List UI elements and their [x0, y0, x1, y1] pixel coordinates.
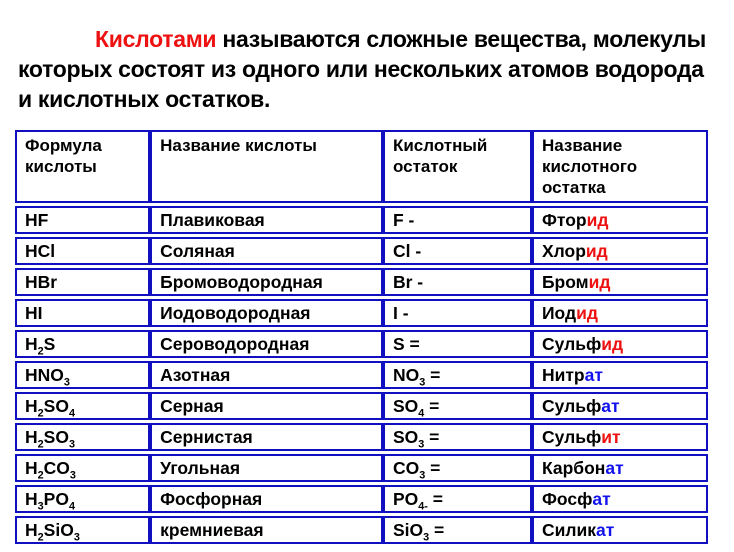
header-acid-name: Название кислоты	[150, 130, 383, 203]
cell-formula	[15, 516, 150, 544]
text-segment: Плавиковая	[160, 210, 265, 230]
cell-formula	[15, 485, 150, 513]
header-formula: Формула кислоты	[15, 130, 150, 203]
text-segment: Хлор	[541, 241, 586, 261]
header-residue: Кислотный остаток	[383, 130, 532, 203]
text-segment: Фосфорная	[160, 489, 263, 509]
cell-residue-name	[532, 330, 708, 358]
text-segment: SiO	[43, 520, 74, 540]
text-segment: называются сложные вещества, молекулы которых состоят из одного или нескольких атомов водорода и кислотных остатков.	[18, 26, 706, 112]
text-segment: Угольная	[160, 458, 241, 478]
text-segment: PO	[392, 489, 419, 509]
subscript-segment: 2	[37, 407, 44, 420]
text-segment: Br -	[392, 272, 424, 292]
text-segment: =	[429, 520, 445, 540]
text-segment: H	[25, 520, 38, 540]
text-segment: =	[427, 489, 444, 509]
text-segment: Бром	[541, 272, 589, 292]
cell-residue	[383, 237, 532, 265]
cell-acid-name	[150, 299, 383, 327]
cell-residue-name	[532, 237, 708, 265]
cell-residue	[383, 299, 532, 327]
text-segment: H	[25, 489, 38, 509]
subscript-segment: 3	[69, 469, 76, 482]
table-row	[15, 392, 708, 420]
cell-residue	[383, 361, 532, 389]
table-row	[15, 206, 708, 234]
subscript-segment: 3	[419, 376, 426, 389]
text-segment: =	[425, 458, 441, 478]
cell-residue-name	[532, 299, 708, 327]
subscript-segment: 2	[37, 438, 44, 451]
text-segment: Cl -	[392, 241, 422, 261]
cell-residue	[383, 268, 532, 296]
colored-text-segment: ид	[585, 241, 608, 261]
text-segment: SO	[392, 396, 419, 416]
subscript-segment: 2	[37, 469, 44, 482]
text-segment: SO	[43, 396, 69, 416]
text-segment: Сероводородная	[160, 334, 310, 354]
text-segment: HBr	[25, 272, 58, 292]
text-segment: Азотная	[160, 365, 231, 385]
colored-text-segment: ид	[586, 210, 609, 230]
cell-residue-name	[532, 206, 708, 234]
text-segment: Сульф	[541, 396, 602, 416]
cell-residue	[383, 454, 532, 482]
table-body	[15, 206, 708, 544]
subscript-segment: 3	[37, 500, 44, 513]
text-segment: HI	[25, 303, 43, 323]
cell-residue-name	[532, 454, 708, 482]
colored-text-segment: ид	[588, 272, 611, 292]
text-segment: H	[25, 396, 38, 416]
text-segment: CO	[43, 458, 70, 478]
table-row	[15, 268, 708, 296]
colored-text-segment: ат	[605, 458, 624, 478]
text-segment: Сульф	[541, 334, 602, 354]
cell-residue	[383, 423, 532, 451]
subscript-segment: 3	[423, 531, 430, 544]
table-row	[15, 330, 708, 358]
text-segment: S	[43, 334, 56, 354]
cell-residue-name	[532, 392, 708, 420]
table-row	[15, 361, 708, 389]
text-segment: F -	[392, 210, 415, 230]
text-segment: Соляная	[160, 241, 235, 261]
cell-acid-name	[150, 485, 383, 513]
text-segment: S =	[392, 334, 420, 354]
cell-formula	[15, 361, 150, 389]
cell-formula	[15, 206, 150, 234]
subscript-segment: 4	[418, 407, 425, 420]
cell-acid-name	[150, 206, 383, 234]
text-segment: Бромоводородная	[160, 272, 323, 292]
colored-text-segment: ат	[584, 365, 603, 385]
cell-residue-name	[532, 268, 708, 296]
table-row	[15, 237, 708, 265]
text-segment: Силик	[541, 520, 596, 540]
cell-residue	[383, 330, 532, 358]
cell-residue-name	[532, 423, 708, 451]
colored-text-segment: ат	[592, 489, 611, 509]
text-segment: Серная	[160, 396, 224, 416]
subscript-segment: 4-	[418, 500, 428, 513]
cell-residue-name	[532, 516, 708, 544]
colored-text-segment: ид	[601, 334, 624, 354]
text-segment: кремниевая	[160, 520, 264, 540]
subscript-segment: 3	[73, 531, 80, 544]
cell-formula	[15, 392, 150, 420]
cell-residue-name	[532, 361, 708, 389]
subscript-segment: 2	[37, 345, 44, 358]
cell-residue	[383, 392, 532, 420]
text-segment: SO	[43, 427, 69, 447]
text-segment: I -	[392, 303, 409, 323]
cell-acid-name	[150, 454, 383, 482]
cell-formula	[15, 454, 150, 482]
colored-text-segment: ит	[601, 427, 621, 447]
text-segment: Нитр	[541, 365, 585, 385]
text-segment: CO	[392, 458, 420, 478]
cell-acid-name	[150, 268, 383, 296]
text-segment: NO	[392, 365, 420, 385]
subscript-segment: 3	[418, 438, 425, 451]
text-segment: HF	[25, 210, 49, 230]
text-segment: =	[424, 396, 440, 416]
text-segment: SO	[392, 427, 419, 447]
text-segment: =	[424, 427, 440, 447]
cell-formula	[15, 268, 150, 296]
cell-residue	[383, 206, 532, 234]
acids-table	[15, 127, 708, 547]
subscript-segment: 3	[419, 469, 426, 482]
text-segment: H	[25, 427, 38, 447]
text-segment: Сернистая	[160, 427, 253, 447]
cell-acid-name	[150, 423, 383, 451]
text-segment: Карбон	[541, 458, 606, 478]
cell-acid-name	[150, 392, 383, 420]
table-row	[15, 423, 708, 451]
cell-formula	[15, 237, 150, 265]
subscript-segment: 4	[68, 500, 75, 513]
cell-formula	[15, 423, 150, 451]
subscript-segment: 2	[37, 531, 44, 544]
cell-residue	[383, 516, 532, 544]
cell-formula	[15, 299, 150, 327]
cell-acid-name	[150, 361, 383, 389]
colored-text-segment: ид	[576, 303, 598, 323]
cell-residue	[383, 485, 532, 513]
text-segment: SiO	[392, 520, 424, 540]
colored-text-segment: ат	[601, 396, 620, 416]
colored-text-segment: ат	[595, 520, 615, 540]
table-header-row	[15, 130, 708, 203]
subscript-segment: 3	[63, 376, 70, 389]
cell-acid-name	[150, 237, 383, 265]
cell-formula	[15, 330, 150, 358]
slide-title	[18, 24, 718, 114]
cell-acid-name	[150, 330, 383, 358]
text-segment: HNO	[25, 365, 64, 385]
text-segment: Иодоводородная	[160, 303, 311, 323]
text-segment: HCl	[25, 241, 56, 261]
text-segment: Фосф	[541, 489, 593, 509]
subscript-segment: 4	[68, 407, 75, 420]
text-segment: H	[25, 334, 38, 354]
table-row	[15, 516, 708, 544]
subscript-segment: 3	[68, 438, 75, 451]
text-segment: Фтор	[541, 210, 587, 230]
text-segment: Иод	[541, 303, 577, 323]
table-row	[15, 299, 708, 327]
text-segment: =	[425, 365, 441, 385]
colored-text-segment: Кислотами	[95, 26, 217, 52]
text-segment: PO	[43, 489, 69, 509]
cell-acid-name	[150, 516, 383, 544]
header-residue-name: Название кислотного остатка	[532, 130, 708, 203]
table-row	[15, 485, 708, 513]
table-row	[15, 454, 708, 482]
text-segment: Сульф	[541, 427, 602, 447]
text-segment: H	[25, 458, 38, 478]
cell-residue-name	[532, 485, 708, 513]
